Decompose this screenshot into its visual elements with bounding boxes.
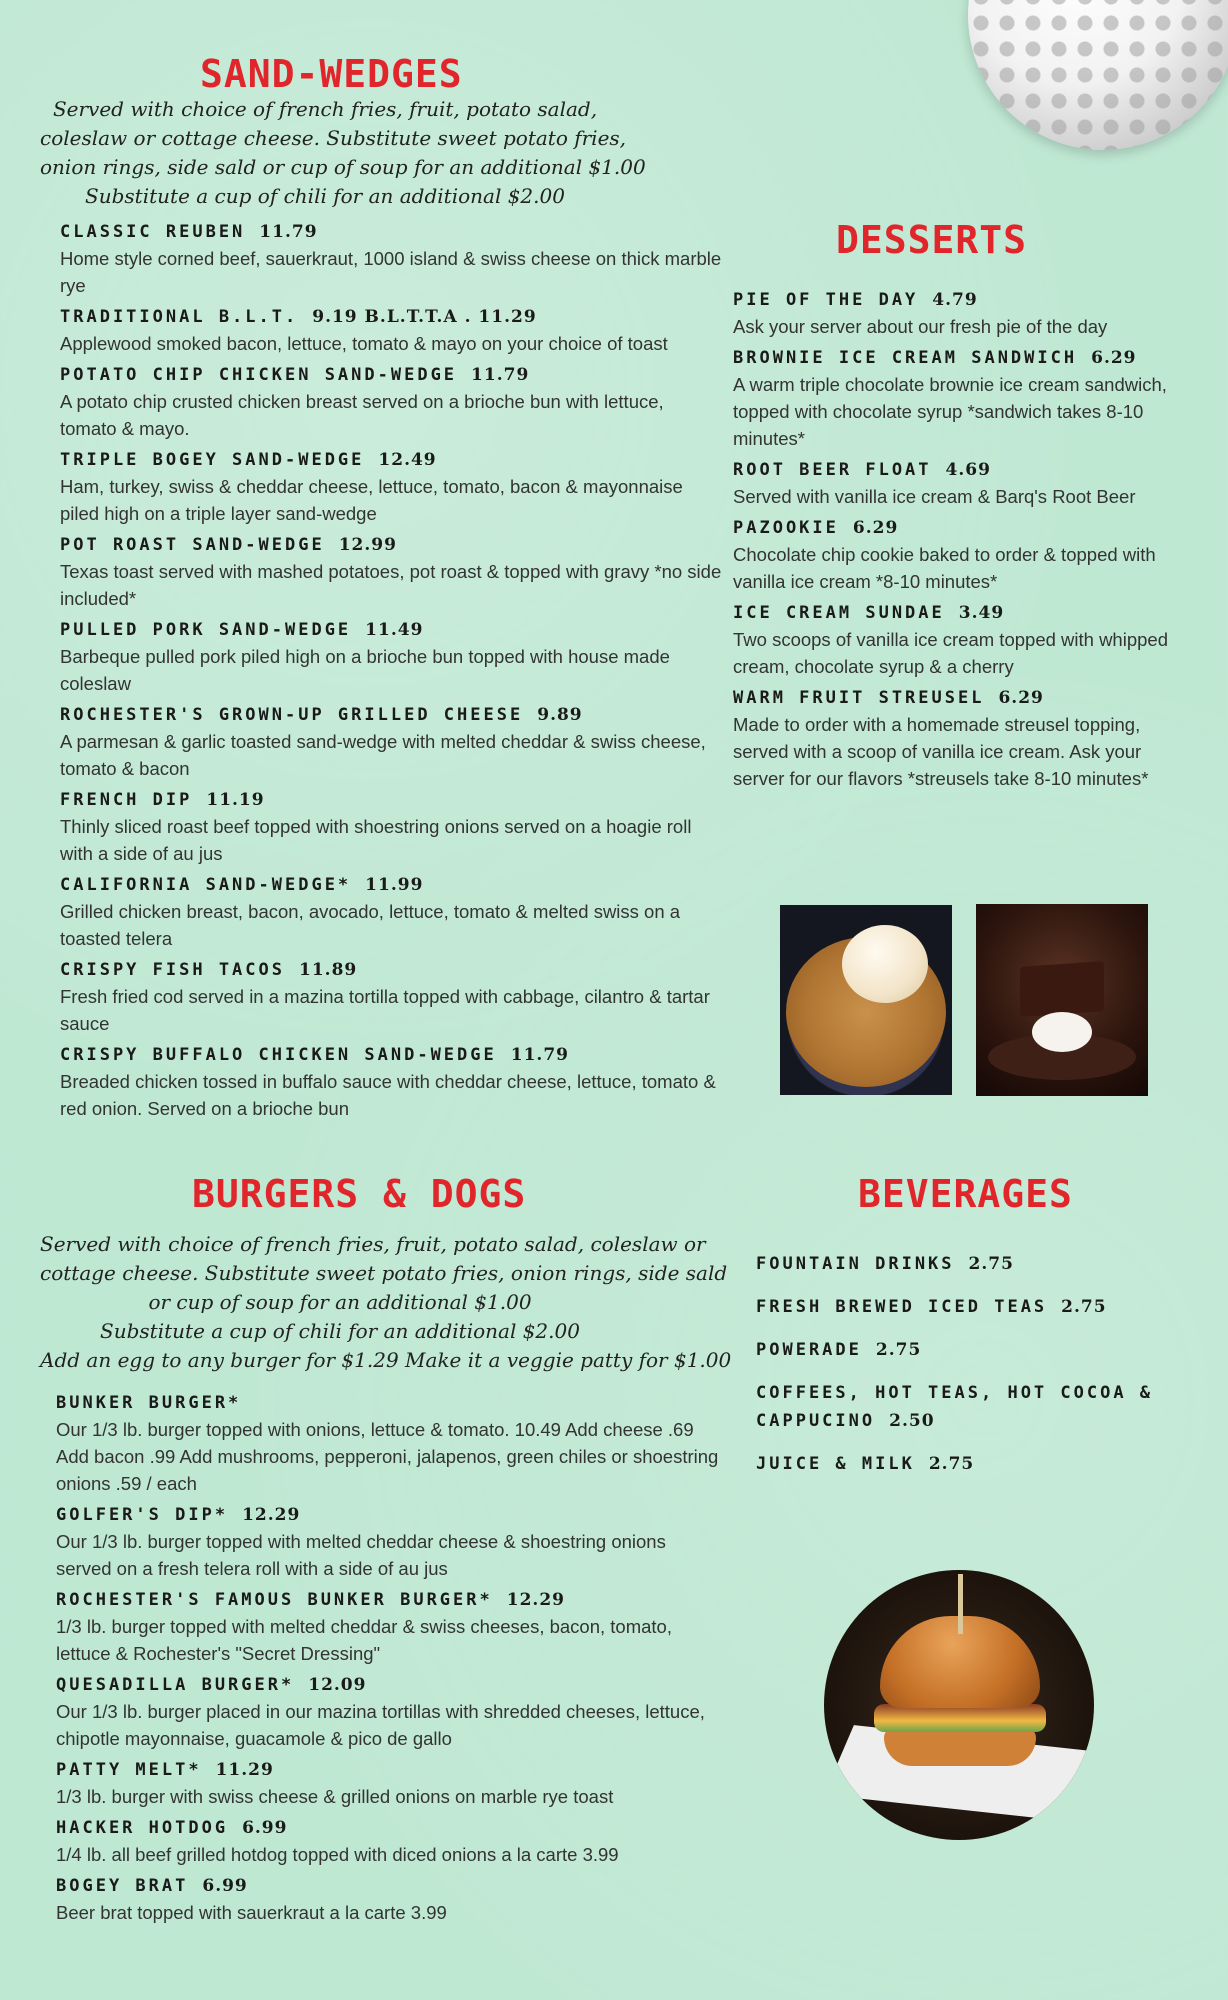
item-title: JUICE & MILK	[756, 1454, 915, 1474]
item-price: 4.79	[932, 290, 978, 310]
item-title: FRESH BREWED ICED TEAS	[756, 1297, 1048, 1317]
menu-item-name	[733, 290, 1188, 310]
item-title: PULLED PORK SAND-WEDGE	[60, 620, 352, 640]
item-title: GOLFER'S DIP*	[56, 1505, 229, 1525]
item-title: FOUNTAIN DRINKS	[756, 1254, 955, 1274]
burgers-intro	[40, 1230, 732, 1375]
item-title: PAZOOKIE	[733, 518, 839, 538]
menu-item-name	[756, 1450, 1176, 1478]
item-price: 12.49	[378, 450, 437, 470]
item-title: HACKER HOTDOG	[56, 1818, 229, 1838]
menu-item-name	[733, 460, 1188, 480]
item-description: Thinly sliced roast beef topped with shoestring onions served on a hoagie roll with a side of au jus	[60, 816, 692, 864]
item-title: POT ROAST SAND-WEDGE	[60, 535, 325, 555]
item-title: QUESADILLA BURGER*	[56, 1675, 295, 1695]
intro-line: Served with choice of french fries, fruit, potato salad, coleslaw or	[40, 1232, 706, 1256]
item-price: 12.09	[308, 1675, 367, 1695]
golf-ball-decoration	[968, 0, 1228, 150]
item-title: FRENCH DIP	[60, 790, 193, 810]
menu-item-name	[756, 1250, 1176, 1278]
menu-item-name	[60, 790, 725, 810]
item-price: 11.79	[471, 365, 530, 385]
item-description: Served with vanilla ice cream & Barq's Root Beer	[733, 486, 1136, 507]
item-title: BUNKER BURGER*	[56, 1393, 242, 1413]
item-price: 4.69	[945, 460, 991, 480]
menu-item-name	[756, 1379, 1176, 1435]
menu-item-name	[60, 222, 725, 242]
item-title: ICE CREAM SUNDAE	[733, 603, 945, 623]
item-description: 1/4 lb. all beef grilled hotdog topped with diced onions a la carte 3.99	[56, 1844, 619, 1865]
menu-item-name	[56, 1760, 726, 1780]
burger-photo	[824, 1570, 1094, 1840]
menu-item-name	[733, 603, 1188, 623]
intro-line: Served with choice of french fries, fruit, potato salad,	[52, 97, 598, 121]
item-description: Applewood smoked bacon, lettuce, tomato & mayo on your choice of toast	[60, 333, 668, 354]
menu-item-name	[60, 535, 725, 555]
menu-item-name	[56, 1393, 726, 1413]
item-description: Ask your server about our fresh pie of the day	[733, 316, 1108, 337]
item-title: TRADITIONAL B.L.T.	[60, 307, 299, 327]
toothpick-shape	[958, 1574, 963, 1634]
item-description: Texas toast served with mashed potatoes, pot roast & topped with gravy *no side included*	[60, 561, 722, 609]
item-description: 1/3 lb. burger topped with melted cheddar & swiss cheeses, bacon, tomato, lettuce & Rochester's "Secret Dressing"	[56, 1616, 672, 1664]
menu-item-name	[733, 348, 1188, 368]
sandwedges-title: SAND-WEDGES	[200, 52, 463, 96]
sandwedges-intro	[40, 95, 646, 211]
intro-line: or cup of soup for an additional $1.00	[148, 1290, 532, 1314]
item-price: 11.99	[365, 875, 424, 895]
item-price: 6.99	[202, 1876, 248, 1896]
menu-item-name	[60, 365, 725, 385]
intro-line: cottage cheese. Substitute sweet potato fries, onion rings, side sald	[40, 1261, 728, 1285]
menu-item-name	[733, 518, 1188, 538]
item-description: 1/3 lb. burger with swiss cheese & grilled onions on marble rye toast	[56, 1786, 614, 1807]
item-price: 12.99	[338, 535, 397, 555]
item-price: 2.75	[928, 1454, 975, 1474]
item-title: BROWNIE ICE CREAM SANDWICH	[733, 348, 1078, 368]
item-price: 11.49	[365, 620, 424, 640]
item-title: PATTY MELT*	[56, 1760, 202, 1780]
beverages-title: BEVERAGES	[858, 1172, 1073, 1216]
pazookie-photo	[780, 905, 952, 1095]
item-price: 6.29	[852, 518, 899, 538]
item-price: 12.29	[506, 1590, 565, 1610]
item-price: 11.79	[510, 1045, 569, 1065]
item-title: BOGEY BRAT	[56, 1876, 189, 1896]
cream-shape	[1032, 1012, 1092, 1052]
menu-item-name	[60, 450, 725, 470]
item-title: ROCHESTER'S GROWN-UP GRILLED CHEESE	[60, 705, 524, 725]
item-price: 2.50	[889, 1411, 935, 1431]
item-title: POWERADE	[756, 1340, 862, 1360]
item-description: Our 1/3 lb. burger placed in our mazina tortillas with shredded cheeses, lettuce, chipotle mayonnaise, guacamole & pico de gallo	[56, 1701, 705, 1749]
item-title: PIE OF THE DAY	[733, 290, 919, 310]
item-title: POTATO CHIP CHICKEN SAND-WEDGE	[60, 365, 458, 385]
burgers-list	[56, 1393, 726, 1934]
item-price: 2.75	[875, 1340, 922, 1360]
item-price: 2.75	[1061, 1297, 1107, 1317]
menu-item-name	[60, 875, 725, 895]
desserts-title: DESSERTS	[836, 218, 1028, 262]
item-price: 6.99	[242, 1818, 288, 1838]
item-price: 11.19	[206, 790, 265, 810]
item-price: 2.75	[968, 1254, 1014, 1274]
item-description: Our 1/3 lb. burger topped with onions, lettuce & tomato. 10.49 Add cheese .69 Add bacon .99 Add mushrooms, pepperoni, jalapenos, green chiles or shoestring onions .59 / each	[56, 1419, 719, 1494]
menu-item-name	[60, 307, 725, 327]
item-price: 9.89	[537, 705, 583, 725]
intro-line: Substitute a cup of chili for an additional $2.00	[100, 1319, 580, 1343]
brownie-shape	[1020, 961, 1104, 1017]
item-description: Fresh fried cod served in a mazina tortilla topped with cabbage, cilantro & tartar sauce	[60, 986, 710, 1034]
item-title: CRISPY FISH TACOS	[60, 960, 285, 980]
item-description: Made to order with a homemade streusel topping, served with a scoop of vanilla ice cream. Ask your server for our flavors *streusels take 8-10 minutes*	[733, 714, 1149, 789]
item-description: Ham, turkey, swiss & cheddar cheese, lettuce, tomato, bacon & mayonnaise piled high on a triple layer sand-wedge	[60, 476, 683, 524]
intro-line: Substitute a cup of chili for an additional $2.00	[85, 184, 565, 208]
item-title: TRIPLE BOGEY SAND-WEDGE	[60, 450, 365, 470]
item-price: 6.29	[998, 688, 1044, 708]
item-title: CALIFORNIA SAND-WEDGE*	[60, 875, 352, 895]
item-price: 12.29	[242, 1505, 301, 1525]
item-description: Barbeque pulled pork piled high on a brioche bun topped with house made coleslaw	[60, 646, 670, 694]
bun-bottom-shape	[884, 1728, 1036, 1766]
menu-item-name	[56, 1505, 726, 1525]
menu-item-name	[60, 620, 725, 640]
burgers-title: BURGERS & DOGS	[192, 1172, 527, 1216]
item-description: Home style corned beef, sauerkraut, 1000 island & swiss cheese on thick marble rye	[60, 248, 722, 296]
menu-item-name	[56, 1876, 726, 1896]
beverages-list	[756, 1250, 1176, 1493]
item-price: 9.19 B.L.T.T.A . 11.29	[312, 307, 537, 327]
menu-item-name	[756, 1293, 1176, 1321]
item-description: Breaded chicken tossed in buffalo sauce with cheddar cheese, lettuce, tomato & red onion. Served on a brioche bun	[60, 1071, 716, 1119]
item-title: ROOT BEER FLOAT	[733, 460, 932, 480]
item-price: 11.79	[259, 222, 318, 242]
menu-item-name	[60, 960, 725, 980]
item-description: A potato chip crusted chicken breast served on a brioche bun with lettuce, tomato & mayo.	[60, 391, 664, 439]
item-description: Chocolate chip cookie baked to order & topped with vanilla ice cream *8-10 minutes*	[733, 544, 1156, 592]
burger-filling-shape	[874, 1704, 1046, 1732]
menu-item-name	[60, 705, 725, 725]
intro-line: onion rings, side sald or cup of soup for an additional $1.00	[40, 155, 646, 179]
menu-item-name	[733, 688, 1188, 708]
item-title: CRISPY BUFFALO CHICKEN SAND-WEDGE	[60, 1045, 497, 1065]
item-description: A warm triple chocolate brownie ice cream sandwich, topped with chocolate syrup *sandwich takes 8-10 minutes*	[733, 374, 1167, 449]
item-description: A parmesan & garlic toasted sand-wedge with melted cheddar & swiss cheese, tomato & bacon	[60, 731, 706, 779]
item-description: Beer brat topped with sauerkraut a la carte 3.99	[56, 1902, 447, 1923]
menu-item-name	[56, 1675, 726, 1695]
menu-item-name	[60, 1045, 725, 1065]
sandwedges-list	[60, 222, 725, 1130]
item-price: 11.89	[299, 960, 358, 980]
menu-item-name	[756, 1336, 1176, 1364]
item-title: WARM FRUIT STREUSEL	[733, 688, 985, 708]
menu-item-name	[56, 1590, 726, 1610]
menu-item-name	[56, 1818, 726, 1838]
item-description: Grilled chicken breast, bacon, avocado, lettuce, tomato & melted swiss on a toasted telera	[60, 901, 681, 949]
item-price: 11.29	[215, 1760, 274, 1780]
item-price: 3.49	[958, 603, 1005, 623]
intro-line: coleslaw or cottage cheese. Substitute sweet potato fries,	[40, 126, 627, 150]
item-description: Our 1/3 lb. burger topped with melted cheddar cheese & shoestring onions served on a fresh telera roll with a side of au jus	[56, 1531, 666, 1579]
intro-line: Add an egg to any burger for $1.29 Make it a veggie patty for $1.00	[40, 1348, 732, 1372]
brownie-photo	[976, 904, 1148, 1096]
icecream-scoop-shape	[842, 925, 928, 1003]
item-title: CLASSIC REUBEN	[60, 222, 246, 242]
item-price: 6.29	[1091, 348, 1137, 368]
item-title: COFFEES, HOT TEAS, HOT COCOA & CAPPUCINO	[756, 1383, 1154, 1431]
desserts-list	[733, 290, 1188, 800]
item-title: ROCHESTER'S FAMOUS BUNKER BURGER*	[56, 1590, 493, 1610]
item-description: Two scoops of vanilla ice cream topped with whipped cream, chocolate syrup & a cherry	[733, 629, 1168, 677]
